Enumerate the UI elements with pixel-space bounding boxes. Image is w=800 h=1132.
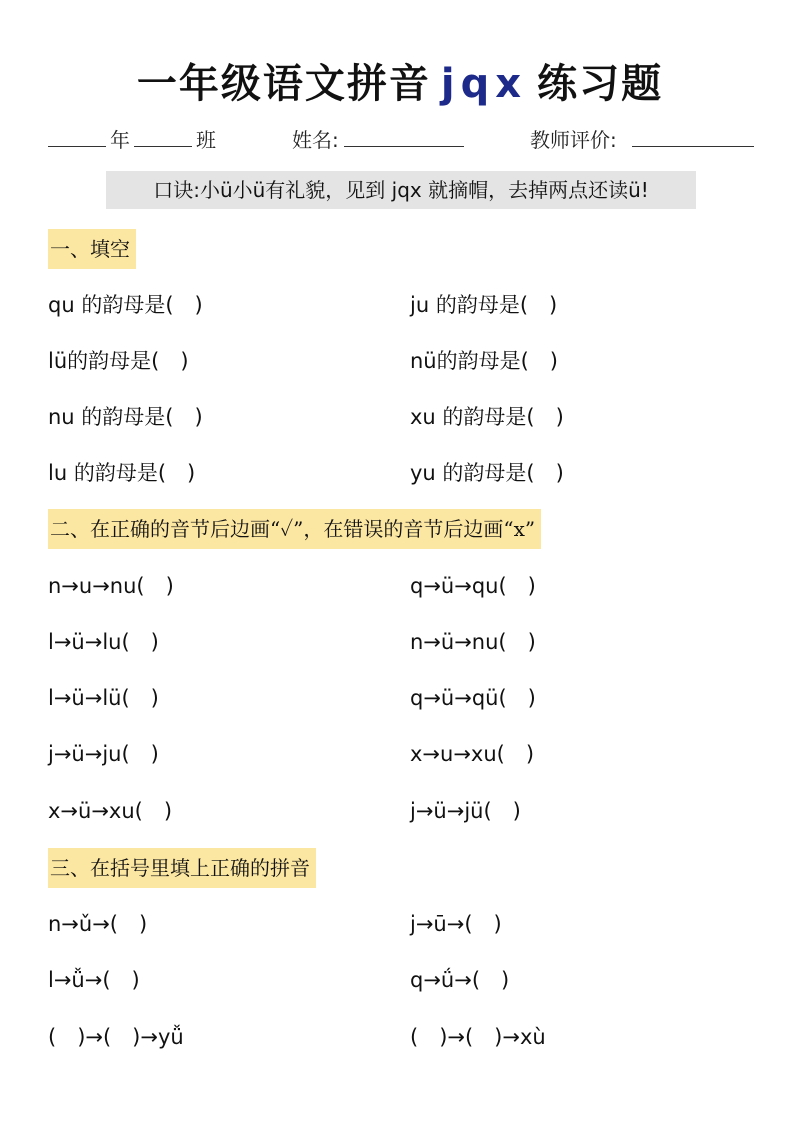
s2-item-6[interactable]: q→ü→qü( ) bbox=[410, 686, 536, 710]
s3-item-4[interactable]: q→ǘ→( ) bbox=[410, 968, 510, 992]
section-2-heading: 二、在正确的音节后边画“✓”，在错误的音节后边画“x” bbox=[48, 509, 541, 549]
s2-item-3[interactable]: l→ü→lu( ) bbox=[48, 630, 159, 654]
section-3-heading: 三、在括号里填上正确的拼音 bbox=[48, 848, 316, 888]
mnemonic-box: 口诀:小ü小ü有礼貌，见到 jqx 就摘帽，去掉两点还读ü! bbox=[106, 171, 696, 209]
name-label: 姓名: bbox=[292, 128, 339, 152]
s2-item-4[interactable]: n→ü→nu( ) bbox=[410, 630, 536, 654]
s3-item-2[interactable]: j→ū→( ) bbox=[410, 912, 502, 936]
title-prefix: 一年级语文拼音 bbox=[136, 60, 431, 107]
name-blank[interactable] bbox=[344, 124, 464, 147]
teacher-label: 教师评价: bbox=[530, 128, 617, 152]
s3-item-6[interactable]: ( )→( )→xù bbox=[410, 1025, 546, 1049]
s1-item-1[interactable]: qu 的韵母是( ) bbox=[48, 293, 203, 317]
s1-item-2[interactable]: ju 的韵母是( ) bbox=[410, 293, 558, 317]
s2-item-8[interactable]: x→u→xu( ) bbox=[410, 742, 535, 766]
page-title bbox=[0, 52, 800, 109]
s3-item-3[interactable]: l→ǚ→( ) bbox=[48, 968, 140, 992]
s1-item-6[interactable]: xu 的韵母是( ) bbox=[410, 405, 564, 429]
year-label: 年 bbox=[110, 128, 130, 152]
s3-item-5[interactable]: ( )→( )→yǚ bbox=[48, 1025, 184, 1049]
s2-item-9[interactable]: x→ü→xu( ) bbox=[48, 799, 173, 823]
class-label: 班 bbox=[196, 128, 216, 152]
s1-item-4[interactable]: nü的韵母是( ) bbox=[410, 349, 559, 373]
s2-item-5[interactable]: l→ü→lü( ) bbox=[48, 686, 159, 710]
s1-item-8[interactable]: yu 的韵母是( ) bbox=[410, 461, 564, 485]
s2-item-10[interactable]: j→ü→jü( ) bbox=[410, 799, 521, 823]
s1-item-7[interactable]: lu 的韵母是( ) bbox=[48, 461, 196, 485]
year-blank[interactable] bbox=[48, 124, 106, 147]
section-1-heading: 一、填空 bbox=[48, 229, 136, 269]
s1-item-3[interactable]: lü的韵母是( ) bbox=[48, 349, 189, 373]
s2-item-7[interactable]: j→ü→ju( ) bbox=[48, 742, 159, 766]
title-suffix: 练习题 bbox=[537, 60, 664, 107]
class-blank[interactable] bbox=[134, 124, 192, 147]
s2-item-2[interactable]: q→ü→qu( ) bbox=[410, 574, 536, 598]
student-info-row bbox=[48, 124, 754, 154]
s1-item-5[interactable]: nu 的韵母是( ) bbox=[48, 405, 203, 429]
s3-item-1[interactable]: n→ǔ→( ) bbox=[48, 912, 148, 936]
s2-item-1[interactable]: n→u→nu( ) bbox=[48, 574, 174, 598]
title-highlight: jqx bbox=[440, 61, 528, 107]
teacher-blank[interactable] bbox=[632, 124, 754, 147]
